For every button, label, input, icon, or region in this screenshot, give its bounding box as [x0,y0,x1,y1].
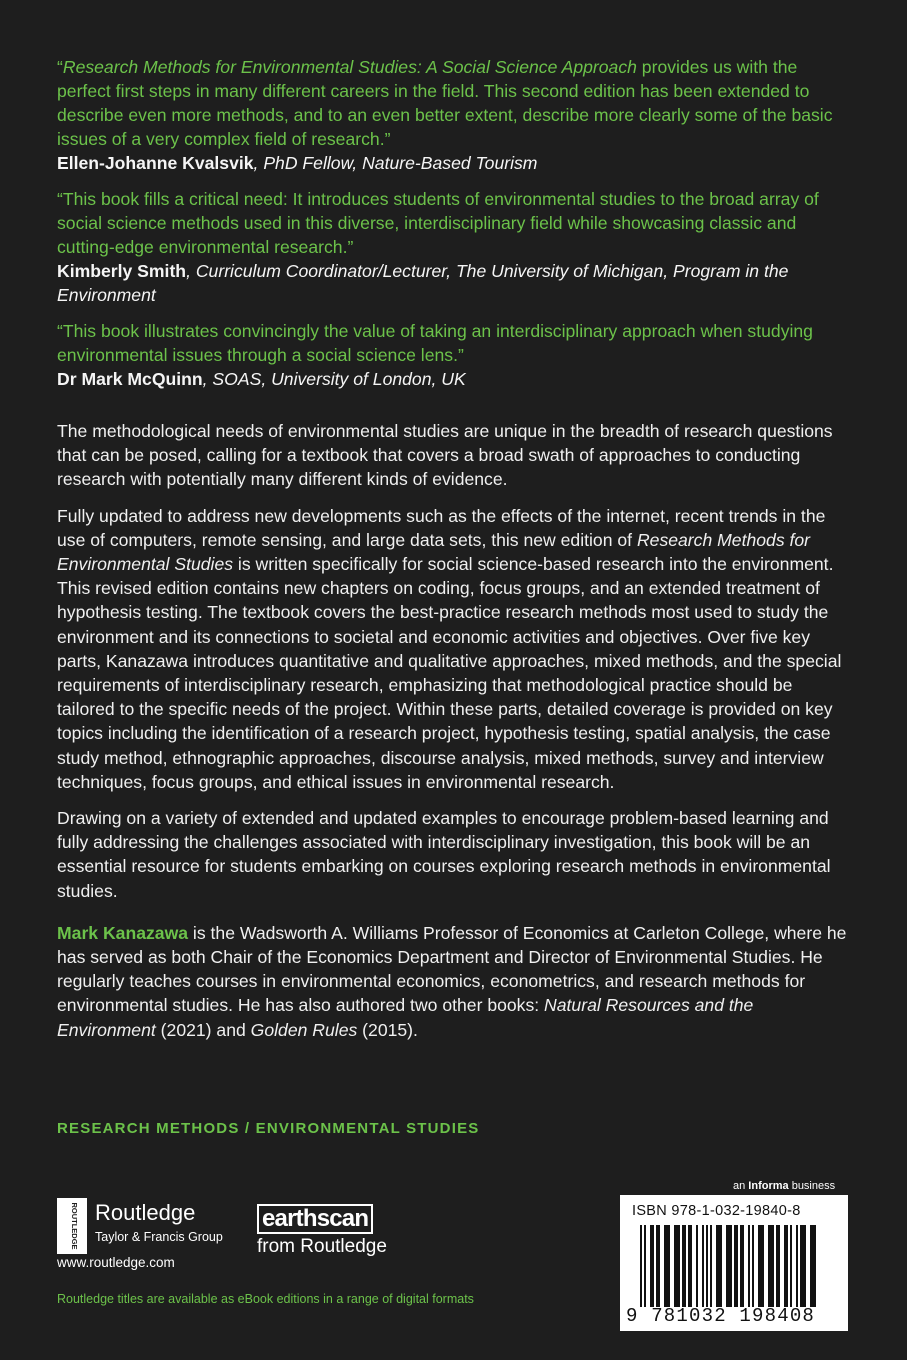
barcode-bar [688,1225,692,1307]
barcode-bars-icon [634,1225,836,1307]
quote-3-role: , SOAS, University of London, UK [202,369,466,389]
quote-2-text: “This book fills a critical need: It introduces students of environmental studies to the broad array of social science methods used in this diverse, interdisciplinary field while showcasing classic and cutting-edge environmental research.” [57,189,819,257]
barcode-bar [664,1225,670,1307]
barcode-bar [682,1225,686,1307]
routledge-name: Routledge [95,1200,196,1225]
author-book-2: Golden Rules [250,1019,358,1040]
author-bio [57,921,847,1042]
quote-1 [57,55,847,175]
description-p2-start: Fully updated to address new developments such as the effects of the internet, recent trends in the use of computers, remote sensing, and large data sets, this new edition of [57,505,826,550]
informa-pre: an [733,1180,749,1192]
author-bio-text-a: is the Wadsworth A. Williams Professor of Economics at Carleton College, where he has served as both Chair of the Economics Department and Director of Environmental Studies. He regularly teaches courses in environmental economics, econometrics, and research methods for environmental studies. He has also authored two other books: [57,922,847,1016]
author-book-1: Natural Resources and the Environment [57,995,754,1040]
informa-business [733,1180,835,1192]
informa-bold: Informa [748,1180,789,1192]
barcode-bar [716,1225,722,1307]
quote-2 [57,187,847,307]
open-quote: “ [57,57,63,77]
barcode-bar [790,1225,792,1307]
author-bio-text-c: (2015). [357,1019,418,1040]
description-paragraph-1: The methodological needs of environmental studies are unique in the breadth of research questions that can be posed, calling for a textbook that covers a broad swath of approaches to conducting research with potentially many different kinds of evidence. [57,421,833,490]
book-description [57,419,847,1042]
barcode-bar [696,1225,698,1307]
barcode-bar [748,1225,750,1307]
barcode-bar [674,1225,680,1307]
author-bio-text-b: (2021) and [155,1019,251,1040]
barcode-bar [758,1225,764,1307]
quote-2-name: Kimberly Smith [57,261,187,281]
barcode-bar [784,1225,788,1307]
description-p2-end: is written specifically for social science-based research into the environment. This revised edition contains new chapters on coding, focus groups, and an extended treatment of hypothesis testing. The textbook covers the best-practice research methods most used to study the environment and its connections to societal and economic activities and objectives. Over five key parts, Kanazawa introduces quantitative and qualitative approaches, mixed methods, and the special requirements of interdisciplinary research, emphasizing that methodological practice should be tailored to the specific needs of the project. Within these parts, detailed coverage is provided on key topics including the identification of a research project, hypothesis testing, spatial analysis, the case study method, ethnographic approaches, discourse analysis, mixed methods, survey and interview techniques, focus groups, and ethical issues in environmental research. [57,554,842,792]
quote-3-name: Dr Mark McQuinn [57,369,203,389]
description-paragraph-2 [57,504,847,794]
barcode-bar [734,1225,738,1307]
quote-3-text: “This book illustrates convincingly the value of taking an interdisciplinary approach when studying environmental issues through a social science lens.” [57,321,813,365]
barcode-bar [702,1225,704,1307]
description-paragraph-3: Drawing on a variety of extended and updated examples to encourage problem-based learning and fully addressing the challenges associated with interdisciplinary investigation, this book will be an essential resource for students embarking on courses exploring research methods in environmental studies. [57,808,831,901]
quote-1-role: , PhD Fellow, Nature-Based Tourism [253,153,538,173]
quote-2-role: , Curriculum Coordinator/Lecturer, The University of Michigan, Program in the Environment [57,261,789,305]
quote-3-attribution [57,367,847,391]
quote-1-text [57,55,847,151]
quote-1-attribution [57,151,847,175]
back-cover-content [57,55,847,1054]
publisher-url[interactable]: www.routledge.com [57,1255,175,1270]
description-p2-title: Research Methods for Environmental Studies [57,529,811,575]
barcode-bar [800,1225,806,1307]
routledge-vertical-wordmark: ROUTLEDGE [70,1202,79,1250]
barcode-bar [656,1225,660,1307]
barcode-bar [768,1225,774,1307]
informa-post: business [788,1180,836,1192]
barcode-bar [752,1225,754,1307]
barcode-bar [640,1225,642,1307]
ebook-note: Routledge titles are available as eBook editions in a range of digital formats [57,1292,474,1306]
barcode-digits: 9 781032 198408 [626,1305,816,1327]
quote-3 [57,319,847,391]
subject-category: RESEARCH METHODS / ENVIRONMENTAL STUDIES [57,1120,480,1137]
barcode-bar [710,1225,712,1307]
quote-1-name: Ellen-Johanne Kvalsvik [57,153,254,173]
barcode-bar [740,1225,744,1307]
barcode-bar [796,1225,798,1307]
barcode-bar [706,1225,708,1307]
author-name: Mark Kanazawa [57,922,189,943]
quote-1-book-title: Research Methods for Environmental Studies: A Social Science Approach [62,57,637,77]
barcode-bar [776,1225,780,1307]
barcode-bar [726,1225,732,1307]
barcode-bar [644,1225,646,1307]
isbn-label: ISBN 978-1-032-19840-8 [632,1203,801,1219]
barcode-bar [810,1225,816,1307]
routledge-group: Taylor & Francis Group [95,1230,223,1244]
barcode-bar [650,1225,654,1307]
earthscan-from: from Routledge [257,1236,387,1257]
routledge-logo-icon [57,1198,87,1254]
quote-1-body: provides us with the perfect first steps in many different careers in the field. This second edition has been extended to describe even more methods, and to an even better extent, describe more clearly some of the basic issues of a very complex field of research.” [57,57,833,149]
barcode-panel [620,1195,848,1331]
earthscan-logo: earthscan [257,1204,373,1234]
quote-2-attribution [57,259,847,307]
